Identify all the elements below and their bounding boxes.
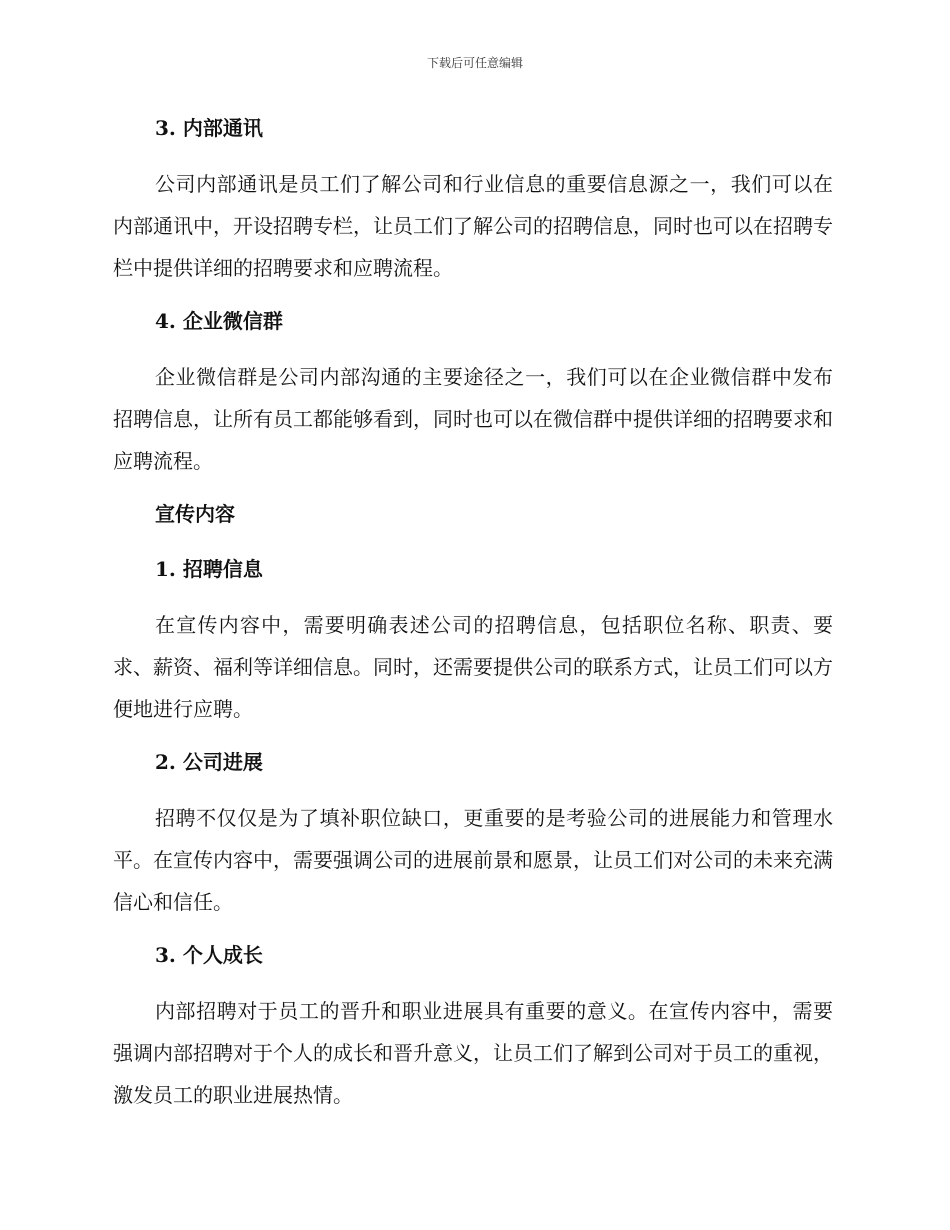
document-body bbox=[113, 108, 833, 1116]
paragraph-line: 工的重视，激发员工的职业进展热情。 bbox=[113, 1041, 833, 1107]
paragraph-recruitment-info bbox=[113, 604, 833, 730]
paragraph-line: 招聘不仅仅是为了填补职位缺口，更重要的是考验公司的进展能力和管 bbox=[155, 806, 793, 830]
paragraph-line: 内部招聘对于员工的晋升和职业进展具有重要的意义。在宣传内容中， bbox=[155, 999, 793, 1023]
paragraph-line: 要求、薪资、福利等详细信息。同时，还需要提供公司的联系方式，让员工 bbox=[113, 613, 833, 679]
paragraph-line: 以在招聘专栏中提供详细的招聘要求和应聘流程。 bbox=[113, 214, 833, 280]
paragraph-line: 以在内部通讯中，开设招聘专栏，让员工们了解公司的招聘信息，同时也可 bbox=[113, 172, 833, 238]
paragraph-line: 需要强调内部招聘对于个人的成长和晋升意义，让员工们了解到公司对于员 bbox=[113, 999, 833, 1065]
paragraph-line: 们可以方便地进行应聘。 bbox=[113, 655, 833, 721]
paragraph-internal-newsletter bbox=[113, 163, 833, 289]
section-heading-internal-newsletter: 3. 内部通讯 bbox=[155, 116, 263, 140]
paragraph-line: 企业微信群是公司内部沟通的主要途径之一，我们可以在企业微信群中 bbox=[155, 365, 793, 389]
section-heading-personal-growth: 3. 个人成长 bbox=[155, 943, 263, 967]
paragraph-line: 的未来充满信心和信任。 bbox=[113, 848, 833, 914]
paragraph-line: 理水平。在宣传内容中，需要强调公司的进展前景和愿景，让员工们对公司 bbox=[113, 806, 833, 872]
paragraph-line: 公司内部通讯是员工们了解公司和行业信息的重要信息源之一，我们可 bbox=[155, 172, 793, 196]
section-heading-wechat-group: 4. 企业微信群 bbox=[155, 309, 283, 333]
section-heading-promotion-content: 宣传内容 bbox=[155, 502, 235, 526]
header-note: 下载后可任意编辑 bbox=[426, 56, 523, 70]
section-heading-company-progress: 2. 公司进展 bbox=[155, 750, 263, 774]
section-heading-recruitment-info: 1. 招聘信息 bbox=[155, 557, 263, 581]
paragraph-company-progress bbox=[113, 797, 833, 923]
paragraph-wechat-group bbox=[113, 356, 833, 482]
paragraph-line: 招聘要求和应聘流程。 bbox=[113, 407, 833, 473]
paragraph-line: 发布招聘信息，让所有员工都能够看到，同时也可以在微信群中提供详细的 bbox=[113, 365, 833, 431]
paragraph-personal-growth bbox=[113, 990, 833, 1116]
paragraph-line: 在宣传内容中，需要明确表述公司的招聘信息，包括职位名称、职责、 bbox=[155, 613, 813, 637]
